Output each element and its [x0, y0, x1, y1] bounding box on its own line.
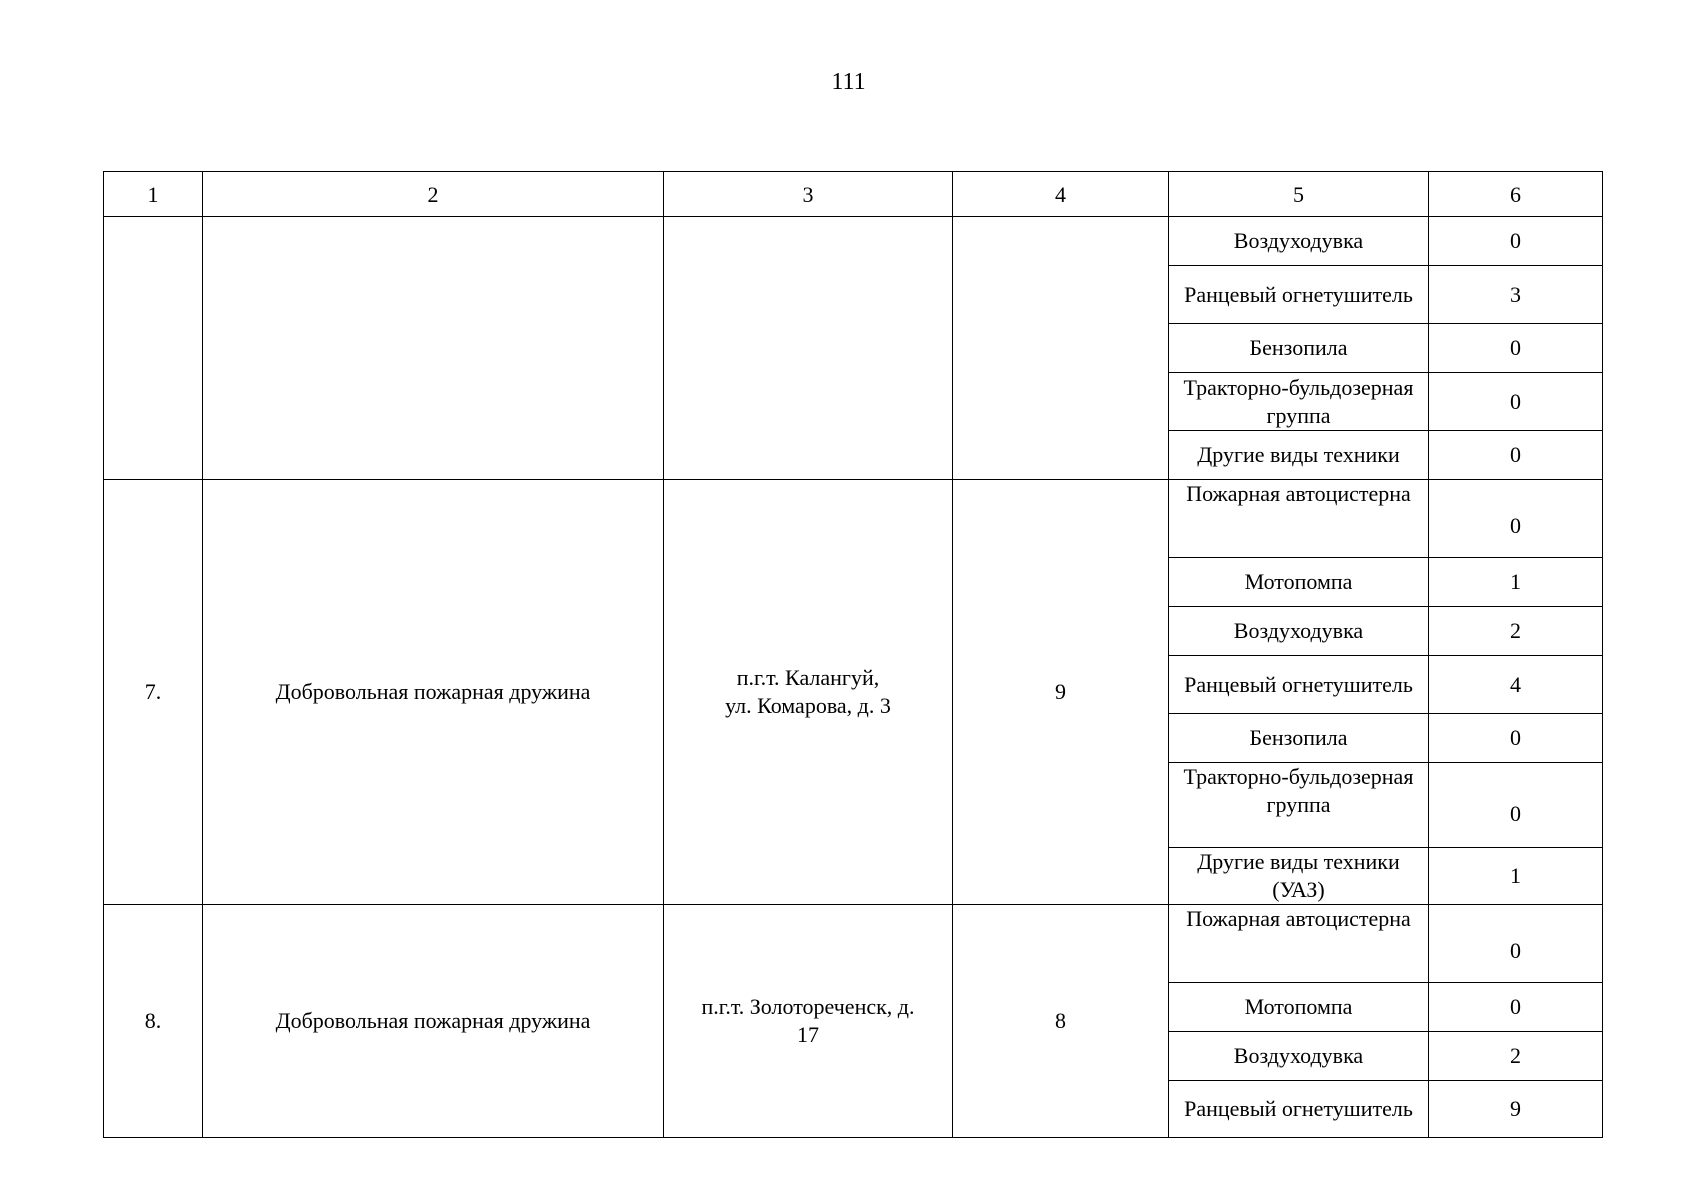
- address-line: ул. Комарова, д. 3: [725, 693, 891, 718]
- equipment-quantity: 2: [1429, 607, 1603, 656]
- equipment-quantity: 0: [1429, 373, 1603, 431]
- address-cell: [664, 905, 953, 1138]
- column-header: 6: [1429, 172, 1603, 217]
- column-header: 3: [664, 172, 953, 217]
- equipment-quantity: 0: [1429, 983, 1603, 1032]
- row-number-cell: [104, 217, 203, 480]
- equipment-quantity: 3: [1429, 266, 1603, 324]
- equipment-table: [103, 171, 1603, 1138]
- address-cell: [664, 480, 953, 905]
- column-header: 4: [953, 172, 1169, 217]
- address-line: п.г.т. Калангуй,: [736, 665, 880, 690]
- column-header: 2: [203, 172, 664, 217]
- equipment-quantity: 4: [1429, 656, 1603, 714]
- equipment-name: Воздуходувка: [1169, 217, 1429, 266]
- equipment-name: Мотопомпа: [1169, 983, 1429, 1032]
- page-number: 111: [831, 69, 866, 95]
- equipment-quantity: 0: [1429, 905, 1603, 983]
- address-cell: [664, 217, 953, 480]
- equipment-name: Ранцевый огнетушитель: [1169, 266, 1429, 324]
- equipment-quantity: 0: [1429, 714, 1603, 763]
- row-number-cell: 8.: [104, 905, 203, 1138]
- table-header-row: [104, 172, 1603, 217]
- equipment-quantity: 0: [1429, 324, 1603, 373]
- organization-cell: [203, 217, 664, 480]
- equipment-name: Тракторно-бульдозерная группа: [1169, 763, 1429, 848]
- equipment-quantity: 1: [1429, 848, 1603, 905]
- equipment-name: Пожарная автоцистерна: [1169, 480, 1429, 558]
- equipment-name: Воздуходувка: [1169, 1032, 1429, 1081]
- equipment-quantity: 1: [1429, 558, 1603, 607]
- equipment-quantity: 0: [1429, 217, 1603, 266]
- equipment-name: Ранцевый огнетушитель: [1169, 656, 1429, 714]
- table-row: [104, 217, 1603, 266]
- equipment-quantity: 2: [1429, 1032, 1603, 1081]
- equipment-quantity: 9: [1429, 1081, 1603, 1138]
- column-header: 5: [1169, 172, 1429, 217]
- equipment-name: Бензопила: [1169, 714, 1429, 763]
- equipment-name: Ранцевый огнетушитель: [1169, 1081, 1429, 1138]
- equipment-name: Пожарная автоцистерна: [1169, 905, 1429, 983]
- people-count-cell: 9: [953, 480, 1169, 905]
- address-line: п.г.т. Золотореченск, д.: [701, 994, 915, 1019]
- equipment-name: Мотопомпа: [1169, 558, 1429, 607]
- row-number-cell: 7.: [104, 480, 203, 905]
- equipment-quantity: 0: [1429, 763, 1603, 848]
- organization-cell: Добровольная пожарная дружина: [203, 905, 664, 1138]
- equipment-quantity: 0: [1429, 480, 1603, 558]
- equipment-name: Тракторно-бульдозерная группа: [1169, 373, 1429, 431]
- table-row: [104, 905, 1603, 983]
- address-line: 17: [797, 1022, 819, 1047]
- equipment-name: Другие виды техники (УАЗ): [1169, 848, 1429, 905]
- equipment-name: Бензопила: [1169, 324, 1429, 373]
- people-count-cell: 8: [953, 905, 1169, 1138]
- equipment-name: Другие виды техники: [1169, 431, 1429, 480]
- people-count-cell: [953, 217, 1169, 480]
- equipment-name: Воздуходувка: [1169, 607, 1429, 656]
- equipment-quantity: 0: [1429, 431, 1603, 480]
- organization-cell: Добровольная пожарная дружина: [203, 480, 664, 905]
- table-row: [104, 480, 1603, 558]
- column-header: 1: [104, 172, 203, 217]
